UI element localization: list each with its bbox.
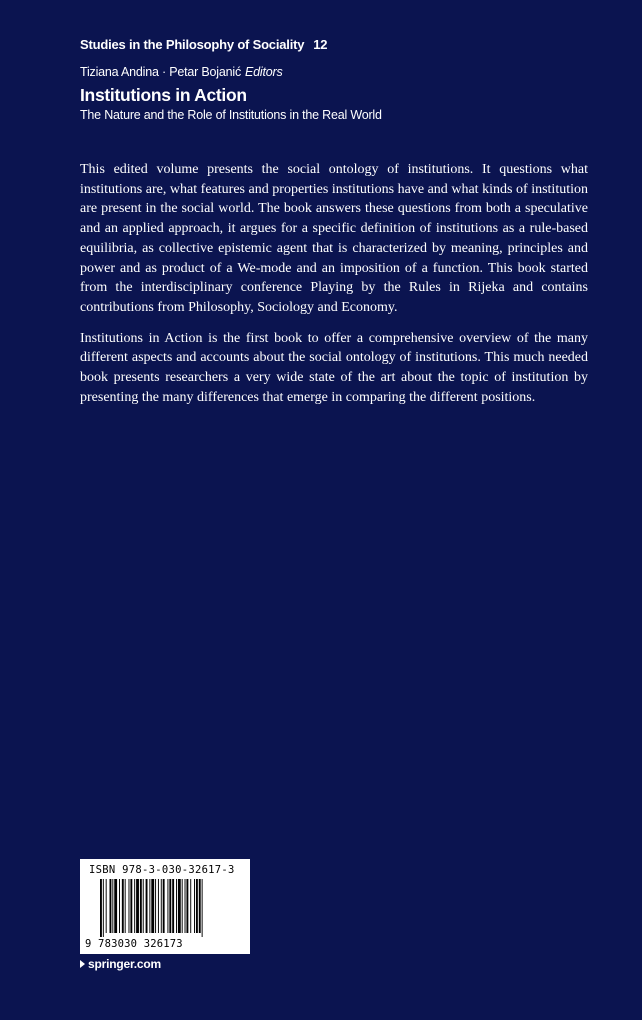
barcode-bar: [196, 879, 198, 933]
barcode-bar: [114, 879, 117, 933]
barcode-bar: [143, 879, 144, 933]
barcode-bar: [149, 879, 150, 933]
editor-names: Tiziana Andina · Petar Bojanić: [80, 65, 241, 79]
barcode-bar: [158, 879, 159, 933]
blurb-paragraph-1: This edited volume presents the social ontology of institutions. It questions what institutions are, what features and properties institutions have and what kinds of institution are present in the social world. The book answers these questions from both a speculative and an applied approach, it argues for a specific definition of institutions as a rule-based equilibria, as collective epistemic agent that is characterized by meaning, principles and power and as product of a We-mode and an imposition of a function. This book started from the interdisciplinary conference Playing by the Rules in Rijeka and contains contributions from Philosophy, Sociology and Economy.: [80, 162, 588, 315]
barcode-digits: 9 783030 326173: [85, 938, 183, 950]
barcode-bar: [194, 879, 195, 933]
barcode-bar: [134, 879, 135, 933]
blurb-paragraph-2: Institutions in Action is the first book to offer a comprehensive overview of the many different aspects and accounts about the social ontology of institutions. This much needed book presents researchers a very wide state of the art about the topic of institution by presenting the many differences that emerge in comparing the different positions.: [80, 330, 588, 405]
barcode-bar: [136, 879, 139, 933]
barcode-bar: [202, 879, 203, 937]
barcode-bar: [190, 879, 191, 933]
barcode-bar: [176, 879, 177, 933]
barcode-bar: [172, 879, 174, 933]
barcode-bar: [186, 879, 188, 933]
barcode-bar: [161, 879, 162, 933]
website-label[interactable]: springer.com: [88, 957, 161, 971]
arrow-right-icon: [80, 960, 85, 968]
barcode-bar: [169, 879, 171, 933]
blurb: [80, 160, 588, 418]
barcode-bar: [140, 879, 142, 933]
barcode-bar: [112, 879, 113, 933]
barcode-bar: [110, 879, 112, 933]
barcode-bar: [182, 879, 183, 933]
barcode-bar: [199, 879, 201, 933]
series-line: [80, 36, 600, 54]
isbn-label: ISBN 978-3-030-32617-3: [89, 864, 235, 876]
barcode-bar: [125, 879, 126, 933]
editors-line: [80, 64, 600, 80]
barcode-bar: [129, 879, 130, 933]
barcode-bar: [130, 879, 132, 933]
barcode-bar: [167, 879, 168, 933]
isbn-barcode: [80, 859, 250, 954]
barcode-bar: [151, 879, 154, 933]
barcode-bar: [163, 879, 165, 933]
cover-header: [80, 36, 600, 124]
book-title: Institutions in Action: [80, 85, 247, 105]
barcode-bar: [119, 879, 120, 933]
series-title: Studies in the Philosophy of Sociality: [80, 37, 305, 52]
series-number: 12: [313, 37, 328, 52]
barcode-bar: [100, 879, 102, 937]
barcode-bar: [146, 879, 148, 933]
barcode-bar: [122, 879, 124, 933]
barcode-bar: [155, 879, 156, 933]
barcode-bar: [185, 879, 186, 933]
barcode-bar: [106, 879, 107, 933]
barcode-bar: [103, 879, 104, 937]
editors-role: Editors: [245, 65, 283, 79]
publisher-website[interactable]: [80, 957, 161, 971]
barcode-bar: [178, 879, 181, 933]
barcode-bars: [100, 879, 235, 937]
book-subtitle: The Nature and the Role of Institutions in the Real World: [80, 108, 382, 122]
